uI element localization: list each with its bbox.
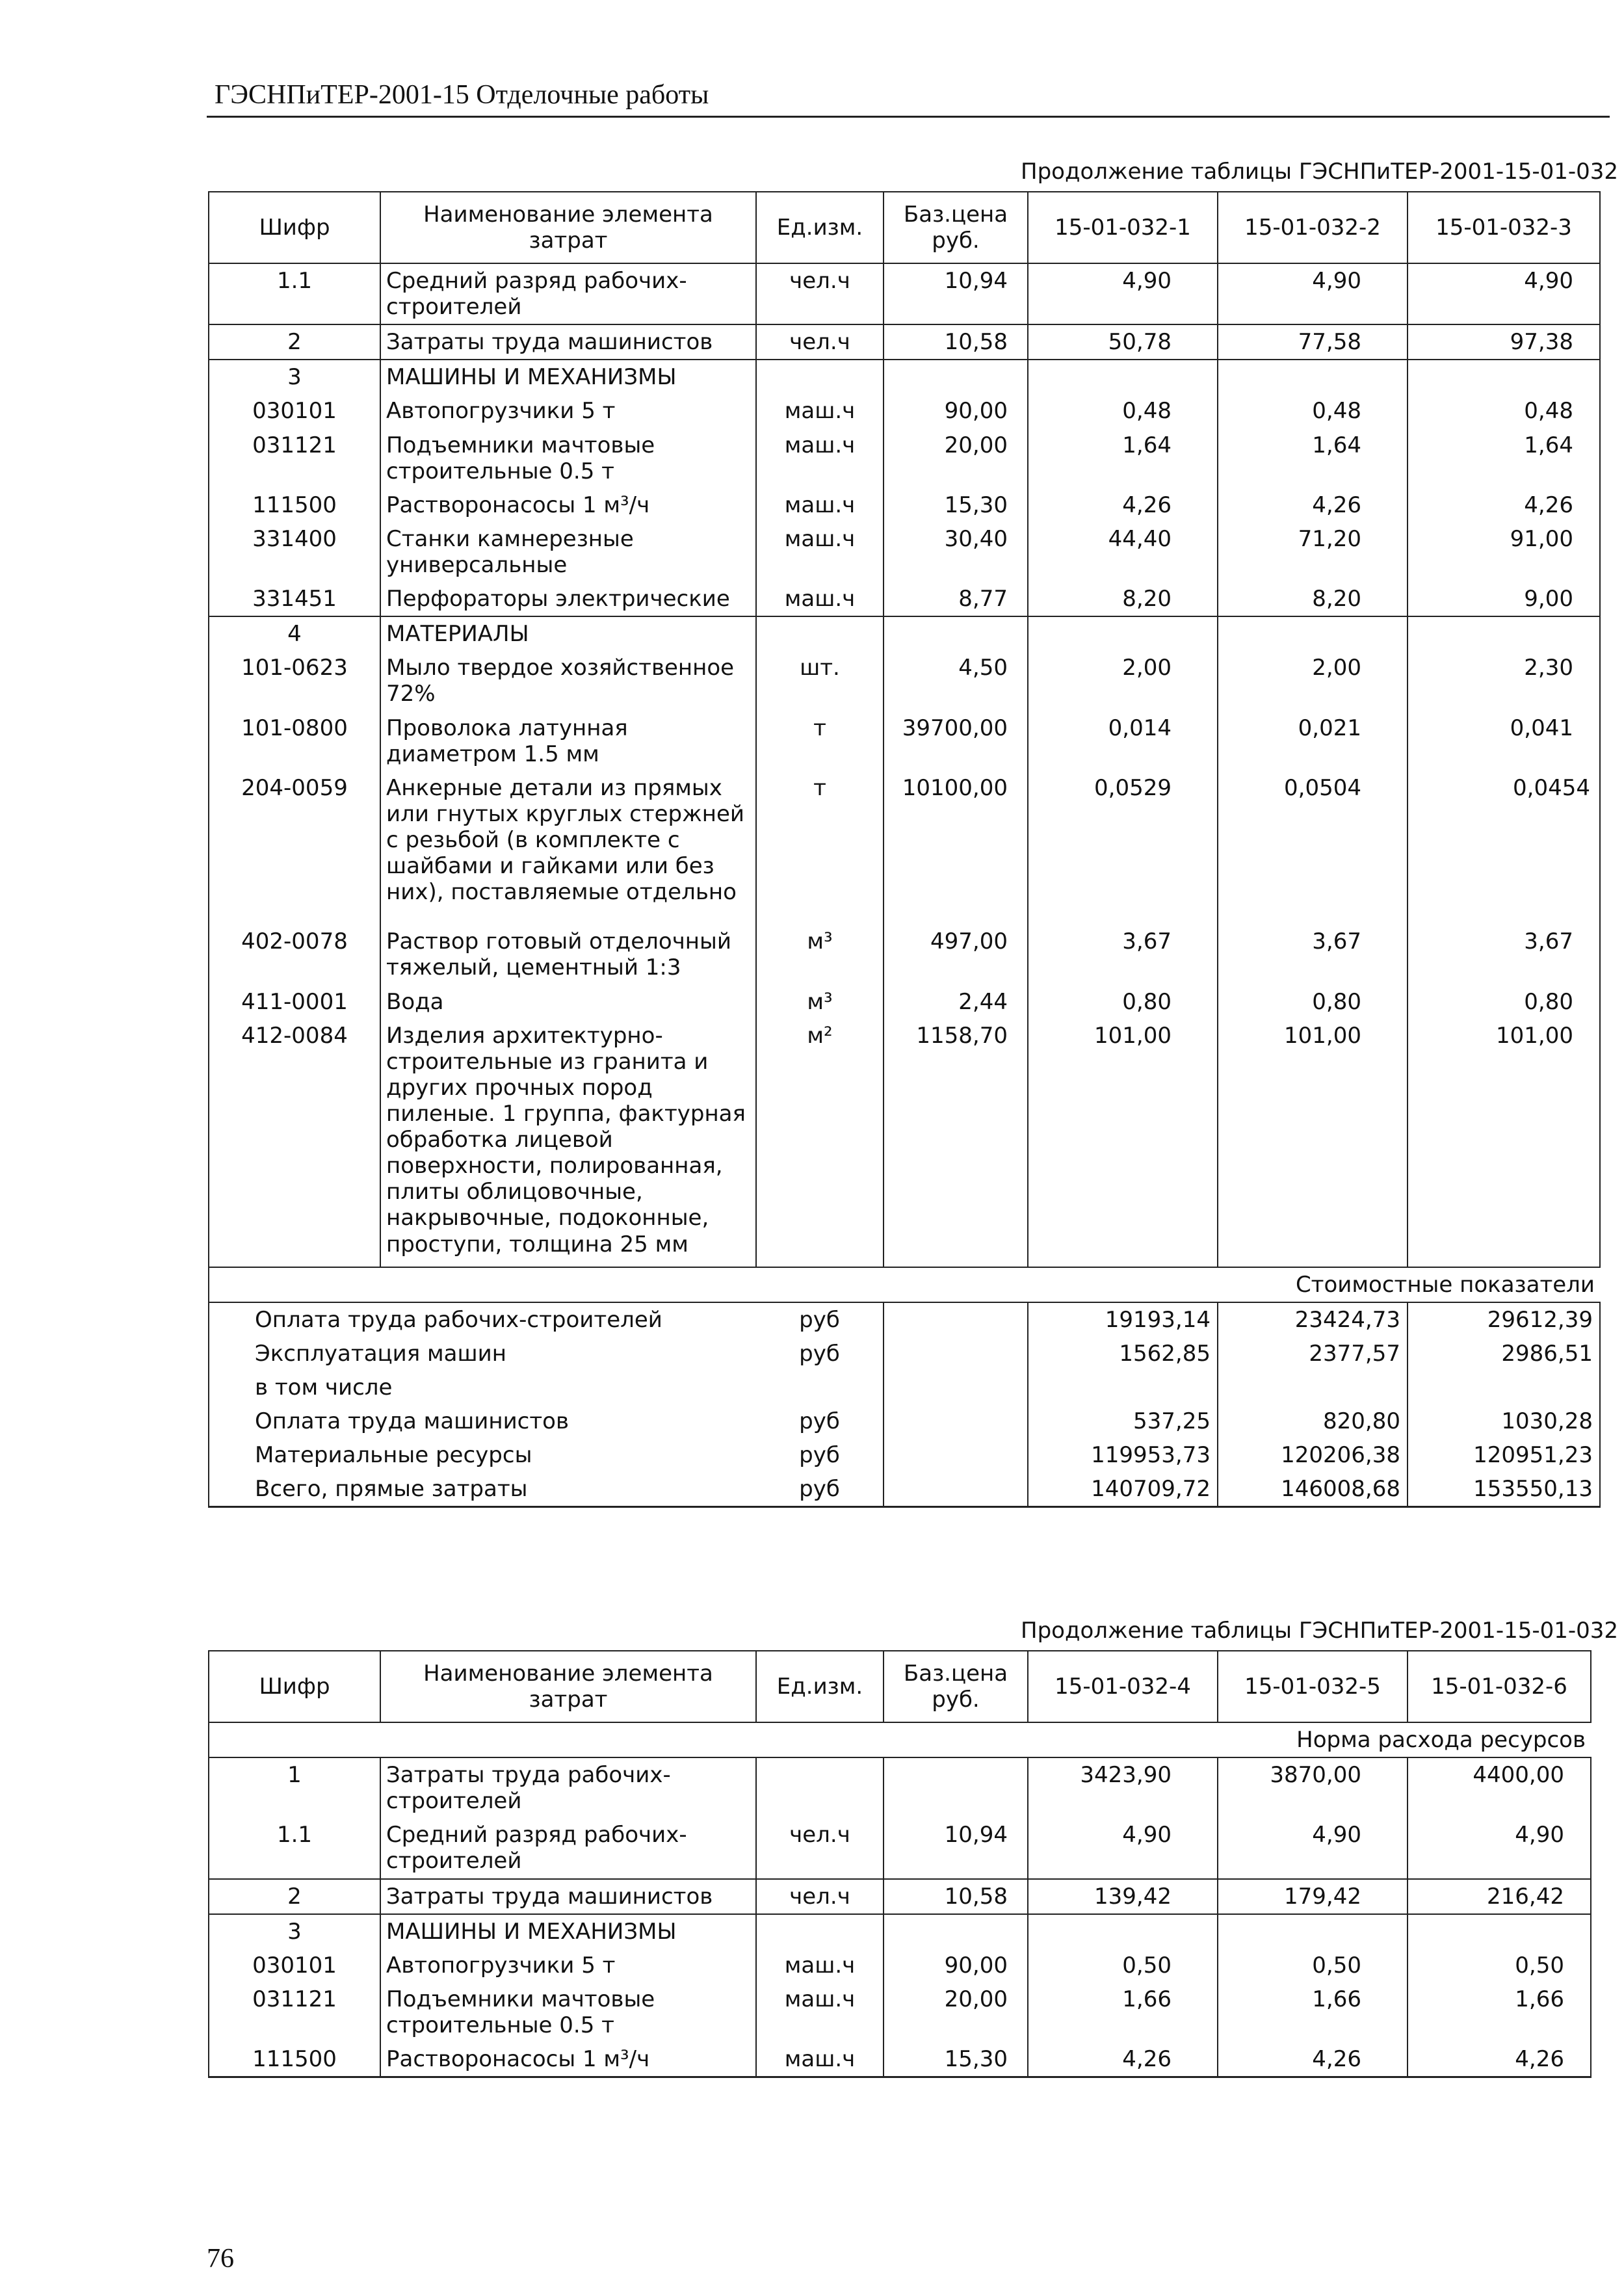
row-value: 2,00	[1218, 651, 1408, 711]
row-value: 4,26	[1028, 488, 1218, 522]
section-row	[209, 360, 1600, 394]
row-unit: маш.ч	[756, 582, 884, 616]
row-value: 4,26	[1028, 2042, 1218, 2077]
row-code: 1	[209, 1757, 380, 1818]
col-header-variant: 15-01-032-5	[1218, 1651, 1408, 1722]
row-code: 031121	[209, 1982, 380, 2042]
row-base-price: 10100,00	[884, 771, 1028, 925]
row-value: 91,00	[1408, 522, 1600, 582]
col-header-variant: 15-01-032-2	[1218, 192, 1408, 263]
row-base-price: 10,94	[884, 263, 1028, 324]
row-code: 1.1	[209, 263, 380, 324]
row-value: 8,20	[1218, 582, 1408, 616]
row-base-price: 8,77	[884, 582, 1028, 616]
row-value: 50,78	[1028, 324, 1218, 360]
cost-label: Оплата труда рабочих-строителей	[255, 1306, 662, 1333]
row-base-price: 15,30	[884, 2042, 1028, 2077]
row-value: 0,80	[1218, 985, 1408, 1019]
row-value: 3,67	[1408, 925, 1600, 984]
document-header-title: ГЭСНПиТЕР-2001-15 Отделочные работы	[215, 80, 709, 110]
header-rule	[207, 116, 1610, 118]
cost-row	[209, 1337, 1600, 1371]
cost-value: 119953,73	[1028, 1438, 1218, 1472]
row-name: Анкерные детали из прямых или гнутых круглых стержней с резьбой (в комплекте с шайбами и гайками или без них), поставляемые отдельно	[380, 771, 756, 925]
row-value: 0,50	[1028, 1949, 1218, 1982]
cost-row	[209, 1302, 1600, 1337]
section-title: МАТЕРИАЛЫ	[380, 616, 756, 651]
row-value: 44,40	[1028, 522, 1218, 582]
row-base-price: 20,00	[884, 1982, 1028, 2042]
row-base-price: 497,00	[884, 925, 1028, 984]
table-row	[209, 263, 1600, 324]
row-code: 2	[209, 1879, 380, 1914]
resource-table-2	[208, 1650, 1591, 2078]
row-unit: маш.ч	[756, 1949, 884, 1982]
row-value: 4,90	[1408, 1818, 1591, 1878]
row-code: 111500	[209, 488, 380, 522]
row-value: 101,00	[1408, 1019, 1600, 1267]
cost-value: 2377,57	[1218, 1337, 1408, 1371]
row-value: 71,20	[1218, 522, 1408, 582]
row-value: 0,0529	[1028, 771, 1218, 925]
row-unit: м²	[756, 1019, 884, 1267]
row-code: 412-0084	[209, 1019, 380, 1267]
row-value: 0,80	[1028, 985, 1218, 1019]
row-value: 97,38	[1408, 324, 1600, 360]
cost-value: 146008,68	[1218, 1472, 1408, 1507]
row-unit: маш.ч	[756, 522, 884, 582]
row-code: 101-0800	[209, 711, 380, 771]
cost-value: 1030,28	[1408, 1404, 1600, 1438]
row-unit: чел.ч	[756, 324, 884, 360]
cost-unit: руб	[756, 1472, 884, 1507]
row-value: 1,64	[1218, 428, 1408, 488]
row-value: 0,48	[1028, 394, 1218, 428]
row-name: Растворонасосы 1 м³/ч	[380, 2042, 756, 2077]
row-value: 0,021	[1218, 711, 1408, 771]
row-unit: чел.ч	[756, 1818, 884, 1878]
row-base-price: 2,44	[884, 985, 1028, 1019]
row-name: Затраты труда машинистов	[380, 324, 756, 360]
row-value: 0,48	[1408, 394, 1600, 428]
row-unit	[756, 1757, 884, 1818]
cost-value: 153550,13	[1408, 1472, 1600, 1507]
table-row	[209, 1757, 1591, 1818]
row-value: 3,67	[1028, 925, 1218, 984]
row-value: 4,26	[1218, 2042, 1408, 2077]
col-header-unit: Ед.изм.	[756, 192, 884, 263]
col-header-variant: 15-01-032-4	[1028, 1651, 1218, 1722]
row-value: 9,00	[1408, 582, 1600, 616]
cost-label: Всего, прямые затраты	[209, 1472, 756, 1507]
page-number: 76	[207, 2244, 234, 2274]
row-value: 77,58	[1218, 324, 1408, 360]
row-unit: т	[756, 771, 884, 925]
row-value: 4,26	[1218, 488, 1408, 522]
row-code: 030101	[209, 394, 380, 428]
row-code: 331451	[209, 582, 380, 616]
row-value: 101,00	[1218, 1019, 1408, 1267]
row-value: 1,64	[1028, 428, 1218, 488]
cost-value: 120206,38	[1218, 1438, 1408, 1472]
table-row	[209, 1982, 1591, 2042]
row-value: 0,0454	[1408, 771, 1600, 925]
row-value: 2,00	[1028, 651, 1218, 711]
table-row	[209, 1879, 1591, 1914]
col-header-unit: Ед.изм.	[756, 1651, 884, 1722]
row-name: Станки камнерезные универсальные	[380, 522, 756, 582]
cost-label: в том числе	[255, 1374, 393, 1400]
row-name: Подъемники мачтовые строительные 0.5 т	[380, 1982, 756, 2042]
table1-continuation-caption: Продолжение таблицы ГЭСНПиТЕР-2001-15-01-032	[1021, 159, 1619, 185]
col-header-variant: 15-01-032-3	[1408, 192, 1600, 263]
row-unit: м³	[756, 985, 884, 1019]
section-code: 3	[209, 360, 380, 394]
row-name: Мыло твердое хозяйственное 72%	[380, 651, 756, 711]
row-name: Автопогрузчики 5 т	[380, 394, 756, 428]
cost-label: Оплата труда машинистов	[255, 1408, 570, 1435]
row-base-price: 10,58	[884, 1879, 1028, 1914]
table-row	[209, 651, 1600, 711]
row-value: 1,66	[1408, 1982, 1591, 2042]
cost-value: 19193,14	[1028, 1302, 1218, 1337]
row-base-price	[884, 1757, 1028, 1818]
row-code: 101-0623	[209, 651, 380, 711]
cost-value: 2986,51	[1408, 1337, 1600, 1371]
table-row	[209, 428, 1600, 488]
row-unit: маш.ч	[756, 2042, 884, 2077]
section-code: 4	[209, 616, 380, 651]
row-value: 4,26	[1408, 488, 1600, 522]
row-name: Затраты труда машинистов	[380, 1879, 756, 1914]
row-value: 179,42	[1218, 1879, 1408, 1914]
section-code: 3	[209, 1914, 380, 1949]
row-code: 331400	[209, 522, 380, 582]
section-title: МАШИНЫ И МЕХАНИЗМЫ	[380, 1914, 756, 1949]
cost-band-row	[209, 1267, 1600, 1302]
row-unit: маш.ч	[756, 428, 884, 488]
row-value: 1,66	[1028, 1982, 1218, 2042]
row-unit: маш.ч	[756, 1982, 884, 2042]
cost-row	[209, 1404, 1600, 1438]
cost-value: 23424,73	[1218, 1302, 1408, 1337]
row-base-price: 10,94	[884, 1818, 1028, 1878]
col-header-variant: 15-01-032-1	[1028, 192, 1218, 263]
row-name: Изделия архитектурно-строительные из гранита и других прочных пород пиленые. 1 группа, фактурная обработка лицевой поверхности, полированная, плиты облицовочные, накрывочные, подоконные, проступи, толщина 25 мм	[380, 1019, 756, 1267]
row-value: 101,00	[1028, 1019, 1218, 1267]
table-row	[209, 394, 1600, 428]
row-value: 4,26	[1408, 2042, 1591, 2077]
cost-value: 140709,72	[1028, 1472, 1218, 1507]
row-value: 4,90	[1218, 1818, 1408, 1878]
col-header-variant: 15-01-032-6	[1408, 1651, 1591, 1722]
col-header-code: Шифр	[209, 1651, 380, 1722]
row-unit: т	[756, 711, 884, 771]
row-value: 139,42	[1028, 1879, 1218, 1914]
row-base-price: 15,30	[884, 488, 1028, 522]
row-code: 2	[209, 324, 380, 360]
row-base-price: 4,50	[884, 651, 1028, 711]
row-value: 0,041	[1408, 711, 1600, 771]
cost-value: 29612,39	[1408, 1302, 1600, 1337]
table-row	[209, 2042, 1591, 2077]
row-value: 0,50	[1408, 1949, 1591, 1982]
table-row	[209, 711, 1600, 771]
cost-value: 1562,85	[1028, 1337, 1218, 1371]
row-value: 4,90	[1408, 263, 1600, 324]
row-value: 4,90	[1028, 263, 1218, 324]
row-name: Автопогрузчики 5 т	[380, 1949, 756, 1982]
cost-label: Материальные ресурсы	[255, 1442, 532, 1469]
row-name: Перфораторы электрические	[380, 582, 756, 616]
row-code: 204-0059	[209, 771, 380, 925]
row-code: 1.1	[209, 1818, 380, 1878]
row-value: 2,30	[1408, 651, 1600, 711]
table2-continuation-caption: Продолжение таблицы ГЭСНПиТЕР-2001-15-01-032	[1021, 1618, 1619, 1644]
row-code: 402-0078	[209, 925, 380, 984]
table-row	[209, 324, 1600, 360]
row-value: 1,66	[1218, 1982, 1408, 2042]
row-name: Затраты труда рабочих-строителей	[380, 1757, 756, 1818]
cost-row	[209, 1472, 1600, 1507]
row-value: 216,42	[1408, 1879, 1591, 1914]
row-unit: м³	[756, 925, 884, 984]
cost-unit: руб	[756, 1404, 884, 1438]
row-code: 111500	[209, 2042, 380, 2077]
row-unit: чел.ч	[756, 1879, 884, 1914]
row-value: 3870,00	[1218, 1757, 1408, 1818]
col-header-base-price: Баз.цена руб.	[884, 192, 1028, 263]
table-row	[209, 1818, 1591, 1878]
table-row	[209, 771, 1600, 925]
table2-header-row	[209, 1651, 1591, 1722]
row-value: 0,80	[1408, 985, 1600, 1019]
row-value: 3423,90	[1028, 1757, 1218, 1818]
row-name: Проволока латунная диаметром 1.5 мм	[380, 711, 756, 771]
col-header-code: Шифр	[209, 192, 380, 263]
row-name: Средний разряд рабочих-строителей	[380, 263, 756, 324]
row-unit: маш.ч	[756, 394, 884, 428]
table-row	[209, 488, 1600, 522]
table-row	[209, 925, 1600, 984]
row-base-price: 20,00	[884, 428, 1028, 488]
row-value: 4,90	[1218, 263, 1408, 324]
row-name: Растворонасосы 1 м³/ч	[380, 488, 756, 522]
section-title: МАШИНЫ И МЕХАНИЗМЫ	[380, 360, 756, 394]
col-header-name: Наименование элемента затрат	[380, 192, 756, 263]
row-code: 030101	[209, 1949, 380, 1982]
row-value: 3,67	[1218, 925, 1408, 984]
row-value: 4,90	[1028, 1818, 1218, 1878]
section-row	[209, 1914, 1591, 1949]
row-name: Вода	[380, 985, 756, 1019]
cost-row	[209, 1438, 1600, 1472]
row-value: 8,20	[1028, 582, 1218, 616]
row-base-price: 90,00	[884, 1949, 1028, 1982]
norm-band-label: Норма расхода ресурсов	[209, 1722, 1591, 1757]
row-code: 031121	[209, 428, 380, 488]
row-base-price: 1158,70	[884, 1019, 1028, 1267]
row-value: 0,50	[1218, 1949, 1408, 1982]
row-value: 1,64	[1408, 428, 1600, 488]
table-row	[209, 522, 1600, 582]
row-name: Раствор готовый отделочный тяжелый, цементный 1:3	[380, 925, 756, 984]
cost-value: 820,80	[1218, 1404, 1408, 1438]
row-unit: шт.	[756, 651, 884, 711]
cost-value: 120951,23	[1408, 1438, 1600, 1472]
row-value: 0,48	[1218, 394, 1408, 428]
row-base-price: 10,58	[884, 324, 1028, 360]
table-row	[209, 1019, 1600, 1267]
norm-band-row	[209, 1722, 1591, 1757]
table-row	[209, 582, 1600, 616]
row-name: Средний разряд рабочих-строителей	[380, 1818, 756, 1878]
row-unit: чел.ч	[756, 263, 884, 324]
cost-unit: руб	[756, 1438, 884, 1472]
row-code: 411-0001	[209, 985, 380, 1019]
table1-header-row	[209, 192, 1600, 263]
cost-unit: руб	[756, 1302, 884, 1337]
row-unit: маш.ч	[756, 488, 884, 522]
row-name: Подъемники мачтовые строительные 0.5 т	[380, 428, 756, 488]
row-base-price: 90,00	[884, 394, 1028, 428]
col-header-name: Наименование элемента затрат	[380, 1651, 756, 1722]
cost-unit: руб	[756, 1337, 884, 1371]
col-header-base-price: Баз.цена руб.	[884, 1651, 1028, 1722]
cost-row	[209, 1371, 1600, 1404]
cost-band-label: Стоимостные показатели	[209, 1267, 1600, 1302]
row-base-price: 39700,00	[884, 711, 1028, 771]
table-row	[209, 985, 1600, 1019]
row-value: 0,014	[1028, 711, 1218, 771]
row-value: 0,0504	[1218, 771, 1408, 925]
resource-table-1	[208, 191, 1601, 1508]
section-row	[209, 616, 1600, 651]
cost-value: 537,25	[1028, 1404, 1218, 1438]
cost-label: Эксплуатация машин	[255, 1340, 506, 1367]
table-row	[209, 1949, 1591, 1982]
row-base-price: 30,40	[884, 522, 1028, 582]
row-value: 4400,00	[1408, 1757, 1591, 1818]
